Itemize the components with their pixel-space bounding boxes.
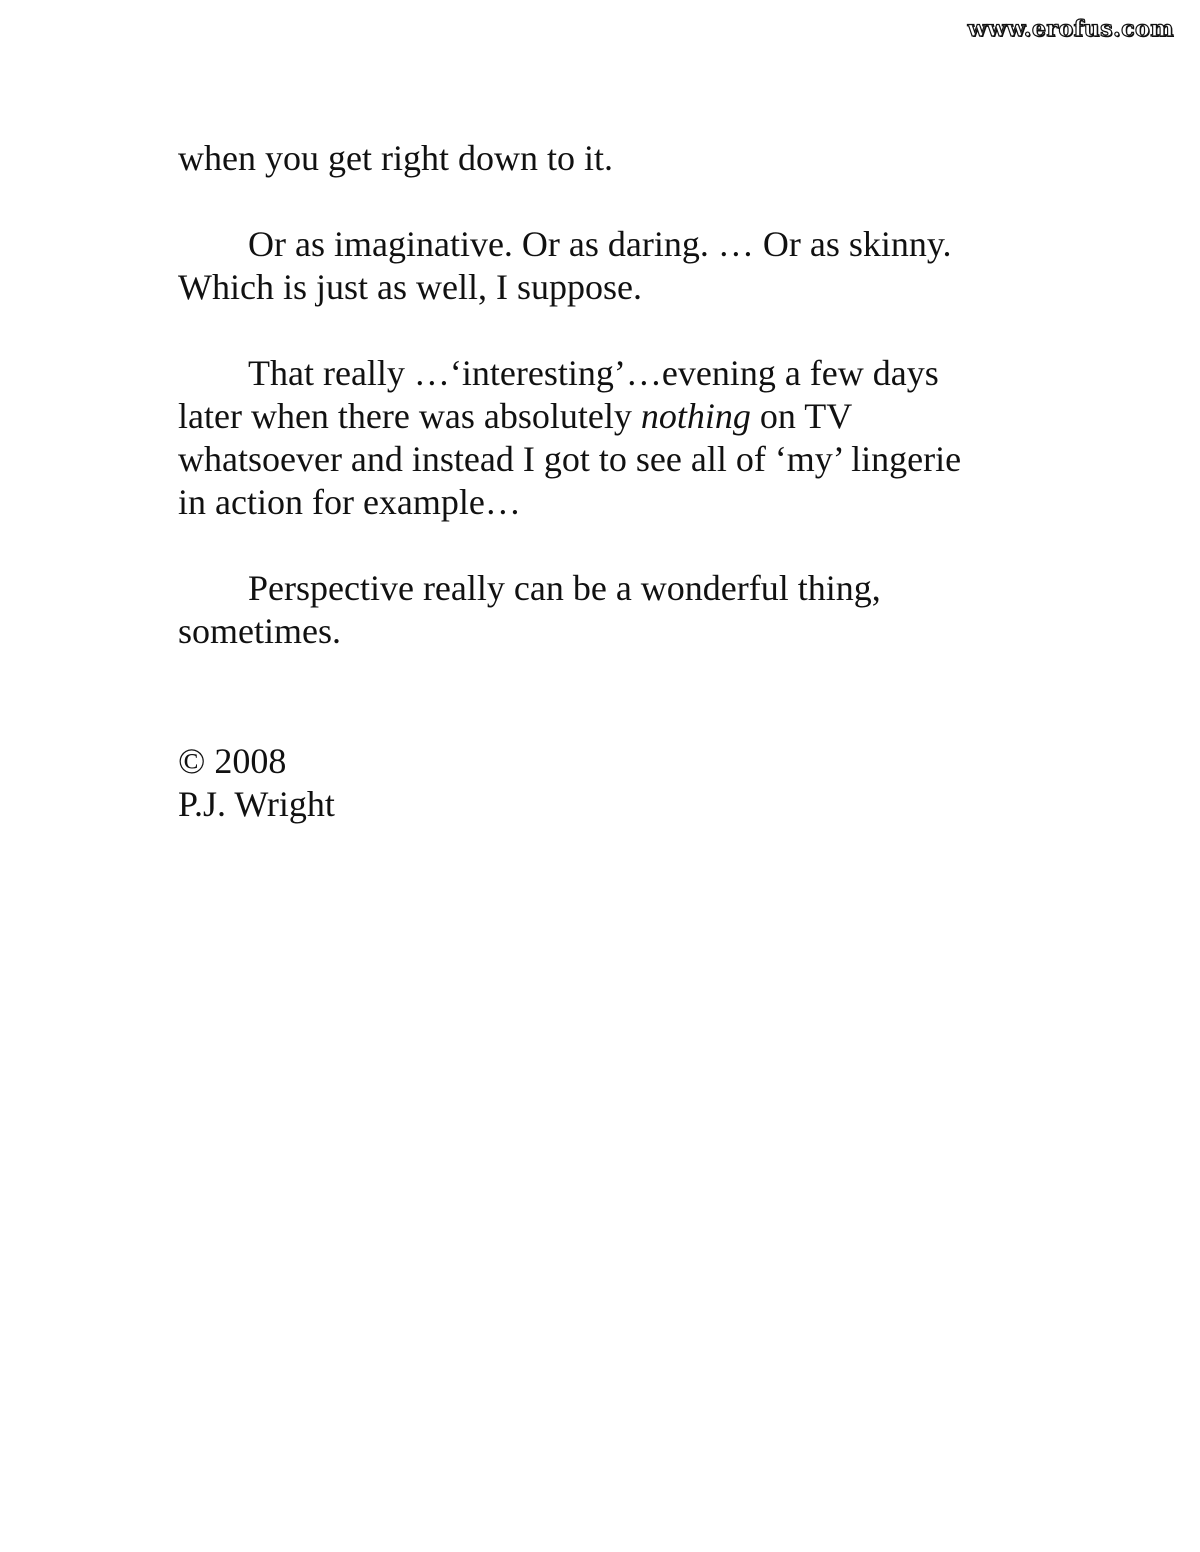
paragraph-1 [178, 137, 1038, 180]
section-spacer [178, 653, 1038, 740]
paragraph-2-line-2: Which is just as well, I suppose. [178, 267, 642, 307]
paragraph-1-line-1: when you get right down to it. [178, 138, 613, 178]
signature-block [178, 740, 1038, 826]
paragraph-3-line-2-start: later when there was absolutely [178, 396, 641, 436]
paragraph-4-line-2: sometimes. [178, 611, 341, 651]
paragraph-3-line-2-end: on TV [750, 396, 853, 436]
paragraph-3-line-3: whatsoever and instead I got to see all of ‘my’ lingerie [178, 439, 962, 479]
paragraph-2-line-1: Or as imaginative. Or as daring. … Or as skinny. [248, 224, 952, 264]
paragraph-2 [178, 223, 1038, 309]
site-watermark: www.erofus.com [967, 16, 1174, 42]
paragraph-spacer [178, 180, 1038, 223]
paragraph-4-line-1: Perspective really can be a wonderful thing, [248, 568, 881, 608]
document-page [178, 137, 1038, 826]
paragraph-spacer [178, 524, 1038, 567]
paragraph-4 [178, 567, 1038, 653]
paragraph-spacer [178, 309, 1038, 352]
paragraph-3-line-1: That really …‘interesting’…evening a few days [248, 353, 939, 393]
paragraph-3 [178, 352, 1038, 524]
emphasis-nothing: nothing [640, 396, 751, 436]
paragraph-3-line-4: in action for example… [178, 482, 521, 522]
copyright-line: © 2008 [178, 741, 287, 781]
author-name: P.J. Wright [178, 784, 335, 824]
paragraph-3-line-2 [178, 395, 1038, 438]
